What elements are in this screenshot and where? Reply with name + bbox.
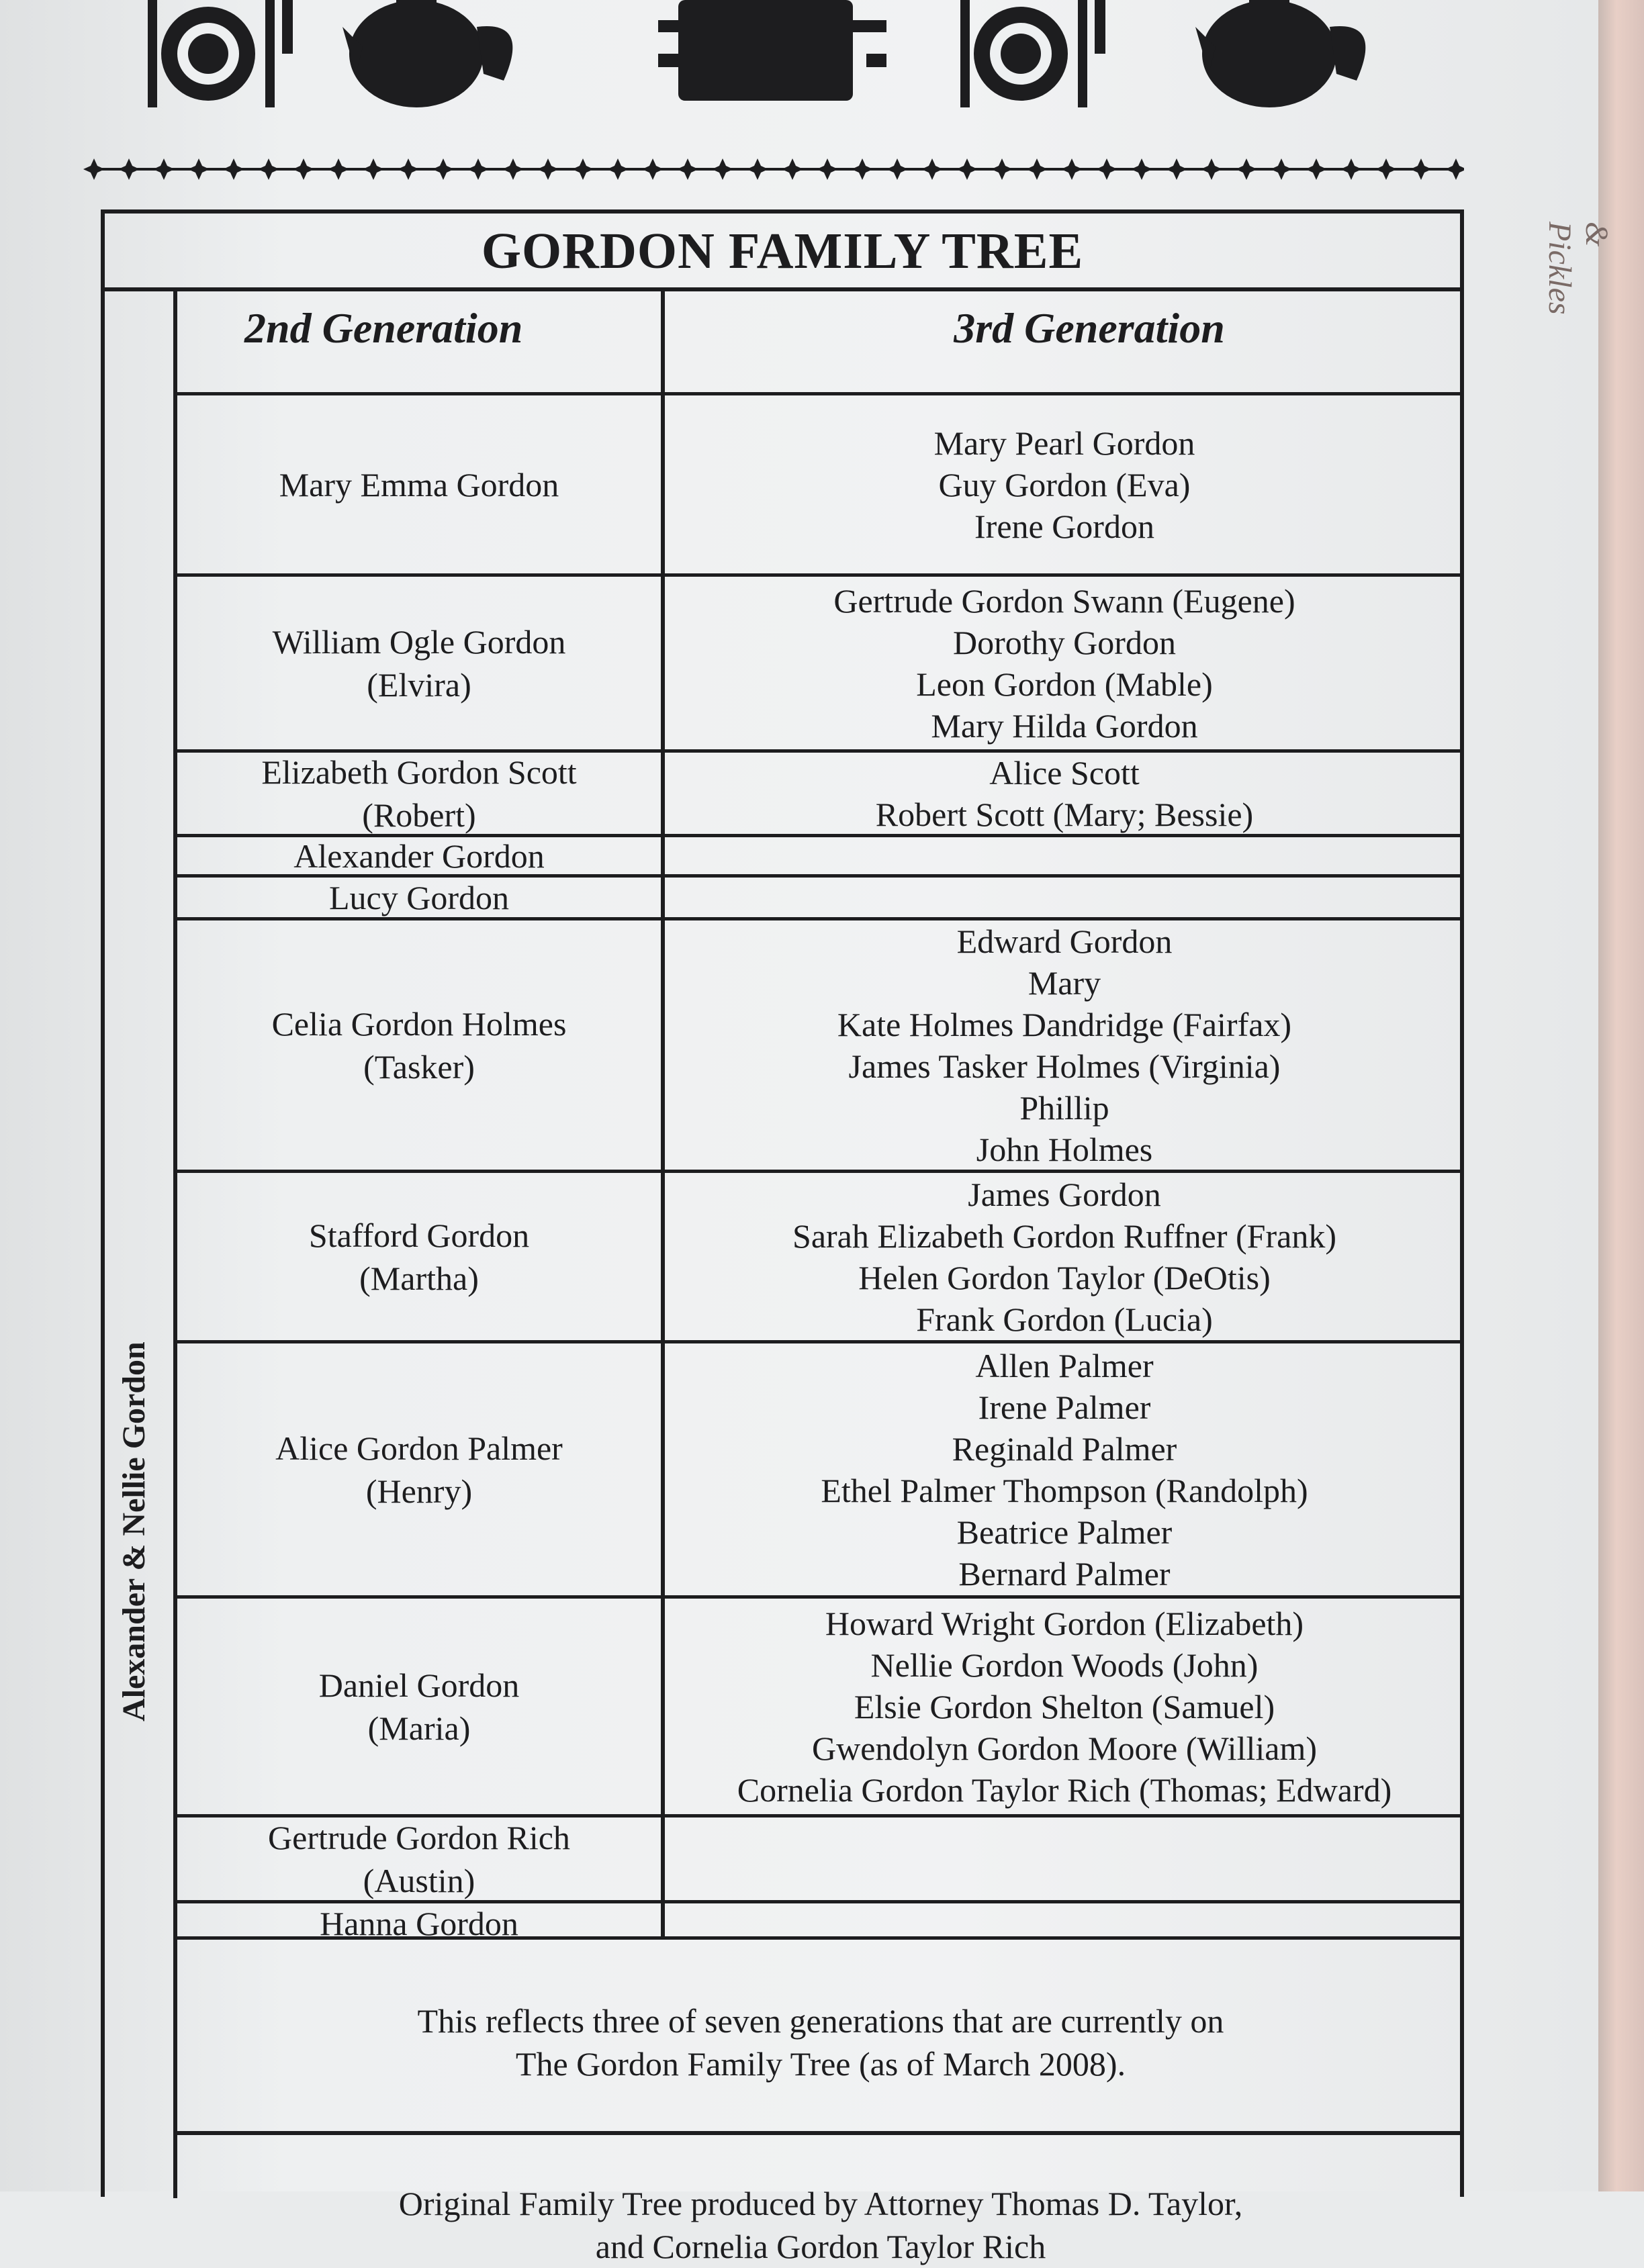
gen3-name: Sarah Elizabeth Gordon Ruffner (Frank) (792, 1217, 1336, 1255)
gen2-name: Alexander Gordon (293, 837, 545, 875)
family-row (177, 1340, 1464, 1595)
gen3-header: 3rd Generation (954, 304, 1225, 352)
gen2-name: Hanna Gordon (320, 1904, 518, 1942)
gen3-name: Nellie Gordon Woods (John) (870, 1646, 1259, 1684)
gen3-name: James Tasker Holmes (Virginia) (848, 1047, 1281, 1085)
star-ornament (363, 158, 384, 180)
family-row (177, 917, 1464, 1170)
star-ornament (1026, 158, 1048, 180)
gen2-name: Stafford Gordon (308, 1216, 530, 1254)
gen2-header: 2nd Generation (244, 304, 523, 352)
gen2-cell (177, 753, 661, 834)
gen3-cell (665, 1599, 1464, 1814)
gen2-name: Celia Gordon Holmes (271, 1004, 567, 1043)
gen3-name: Leon Gordon (Mable) (916, 665, 1213, 703)
note-line-2: The Gordon Family Tree (as of March 2008). (515, 2044, 1126, 2083)
gen2-name: Elizabeth Gordon Scott (261, 753, 577, 791)
gen2-name: Lucy Gordon (329, 878, 509, 916)
star-ornament (642, 158, 664, 180)
star-ornament (83, 158, 105, 180)
table-title: GORDON FAMILY TREE (105, 214, 1460, 291)
family-row (177, 874, 1464, 917)
family-row (177, 834, 1464, 874)
gen2-name: (Henry) (365, 1472, 473, 1510)
gen2-cell (177, 1343, 661, 1595)
gen3-cell (665, 837, 1464, 874)
gen3-name: Helen Gordon Taylor (DeOtis) (858, 1258, 1271, 1296)
star-ornament (432, 158, 454, 180)
star-ornament (223, 158, 244, 180)
gen2-cell (177, 878, 661, 917)
star-ornament (1445, 158, 1464, 180)
star-ornament (817, 158, 838, 180)
gen3-name: Dorothy Gordon (953, 623, 1176, 661)
gen3-name: Cornelia Gordon Taylor Rich (Thomas; Edward) (737, 1770, 1392, 1809)
star-ornament (1236, 158, 1257, 180)
credit-note (177, 2131, 1464, 2265)
gen3-name: Phillip (1019, 1088, 1109, 1127)
root-couple-label: Alexander & Nellie Gordon (116, 1341, 152, 1721)
family-row (177, 749, 1464, 834)
star-ornament (1410, 158, 1432, 180)
gen3-name: Elsie Gordon Shelton (Samuel) (854, 1687, 1275, 1726)
family-row (177, 392, 1464, 573)
gen3-name: Beatrice Palmer (956, 1513, 1173, 1551)
gen2-cell (177, 920, 661, 1170)
gen3-name: Gertrude Gordon Swann (Eugene) (833, 581, 1295, 620)
star-ornament (956, 158, 978, 180)
gen3-name: Mary Hilda Gordon (931, 706, 1198, 745)
star-ornament (1375, 158, 1397, 180)
gen2-cell (177, 837, 661, 874)
gen3-cell (665, 577, 1464, 749)
star-ornament (852, 158, 873, 180)
gen2-name: (Robert) (362, 796, 476, 834)
star-ornament (328, 158, 349, 180)
star-ornament (782, 158, 803, 180)
generations-note (177, 1936, 1464, 2118)
family-row (177, 1595, 1464, 1814)
star-ornament (747, 158, 768, 180)
star-ornament (1201, 158, 1222, 180)
decorative-header (128, 0, 1457, 128)
root-column (105, 291, 177, 2198)
family-row (177, 1814, 1464, 1900)
gen3-name: Gwendolyn Gordon Moore (William) (811, 1729, 1317, 1767)
teapot-icon (1195, 0, 1365, 107)
gen3-cell (665, 878, 1464, 917)
star-ornament (607, 158, 629, 180)
gen3-name: Reginald Palmer (952, 1429, 1177, 1468)
gen3-name: Allen Palmer (975, 1346, 1154, 1384)
gen2-cell (177, 1599, 661, 1814)
note-line-1: This reflects three of seven generations that are currently on (417, 2001, 1224, 2040)
star-ornament (188, 158, 210, 180)
star-ornament (1166, 158, 1187, 180)
gen3-name: Bernard Palmer (958, 1554, 1171, 1593)
star-ornament (677, 158, 698, 180)
gen3-name: Howard Wright Gordon (Elizabeth) (825, 1604, 1304, 1642)
star-ornament (118, 158, 140, 180)
star-ornament (886, 158, 908, 180)
star-ornament (502, 158, 524, 180)
gen3-cell (665, 1343, 1464, 1595)
star-ornament (537, 158, 559, 180)
pot-icon (658, 0, 886, 101)
star-ornament (153, 158, 175, 180)
gen2-cell (177, 1173, 661, 1340)
teapot-icon (342, 0, 512, 107)
gen2-name: Alice Gordon Palmer (275, 1429, 563, 1467)
gen3-name: Robert Scott (Mary; Bessie) (875, 795, 1254, 833)
gen3-name: John Holmes (976, 1130, 1153, 1168)
star-ornament (293, 158, 314, 180)
star-ornament (258, 158, 279, 180)
family-tree-table (101, 209, 1464, 2265)
star-ornament (1096, 158, 1117, 180)
gen3-cell (665, 1173, 1464, 1340)
gen3-name: Irene Gordon (974, 507, 1154, 545)
gen3-name: Alice Scott (989, 753, 1140, 792)
gen3-name: James Gordon (968, 1175, 1161, 1213)
gen2-name: (Austin) (363, 1861, 475, 1899)
gen3-name: Edward Gordon (956, 922, 1173, 960)
gen3-name: Mary Pearl Gordon (933, 424, 1195, 462)
gen2-name: (Elvira) (367, 665, 471, 704)
star-divider (81, 149, 1464, 189)
gen2-name: (Maria) (367, 1709, 471, 1747)
star-ornament (1061, 158, 1083, 180)
star-ornament (572, 158, 594, 180)
gen3-cell (665, 753, 1464, 834)
star-ornament (398, 158, 419, 180)
gen3-name: Ethel Palmer Thompson (Randolph) (821, 1471, 1308, 1509)
gen2-name: (Martha) (359, 1259, 479, 1297)
gen3-name: Irene Palmer (978, 1388, 1151, 1426)
gen2-cell (177, 395, 661, 573)
star-ornament (1271, 158, 1292, 180)
gen3-name: Mary (1028, 963, 1101, 1002)
star-ornament (467, 158, 489, 180)
gen3-cell (665, 395, 1464, 573)
gen2-name: Daniel Gordon (318, 1666, 520, 1704)
gen2-name: Mary Emma Gordon (279, 465, 559, 504)
plate-fork-knife-icon (960, 0, 1105, 107)
gen2-cell (177, 1817, 661, 1900)
gen2-name: (Tasker) (363, 1047, 475, 1086)
star-ornament (921, 158, 943, 180)
gen2-name: Gertrude Gordon Rich (268, 1818, 570, 1856)
family-row (177, 573, 1464, 749)
family-row (177, 1170, 1464, 1340)
star-ornament (712, 158, 733, 180)
star-ornament (1340, 158, 1362, 180)
star-ornament (991, 158, 1013, 180)
credit-line-1: Original Family Tree produced by Attorney Thomas D. Taylor, (398, 2185, 1243, 2222)
gen2-name: William Ogle Gordon (272, 622, 566, 661)
gen3-name: Kate Holmes Dandridge (Fairfax) (837, 1005, 1292, 1043)
plate-fork-knife-icon (148, 0, 293, 107)
side-tab-label: & Pickles (1542, 222, 1614, 315)
gen3-cell (665, 920, 1464, 1170)
gen3-name: Guy Gordon (Eva) (938, 465, 1191, 504)
gen3-cell (665, 1817, 1464, 1900)
gen2-cell (177, 577, 661, 749)
adjacent-page-edge (1598, 0, 1644, 2191)
credit-line-2: and Cornelia Gordon Taylor Rich (595, 2228, 1046, 2265)
star-ornament (1131, 158, 1152, 180)
generation-grid (177, 291, 1464, 2265)
star-ornament (1306, 158, 1327, 180)
gen3-name: Frank Gordon (Lucia) (916, 1300, 1213, 1338)
